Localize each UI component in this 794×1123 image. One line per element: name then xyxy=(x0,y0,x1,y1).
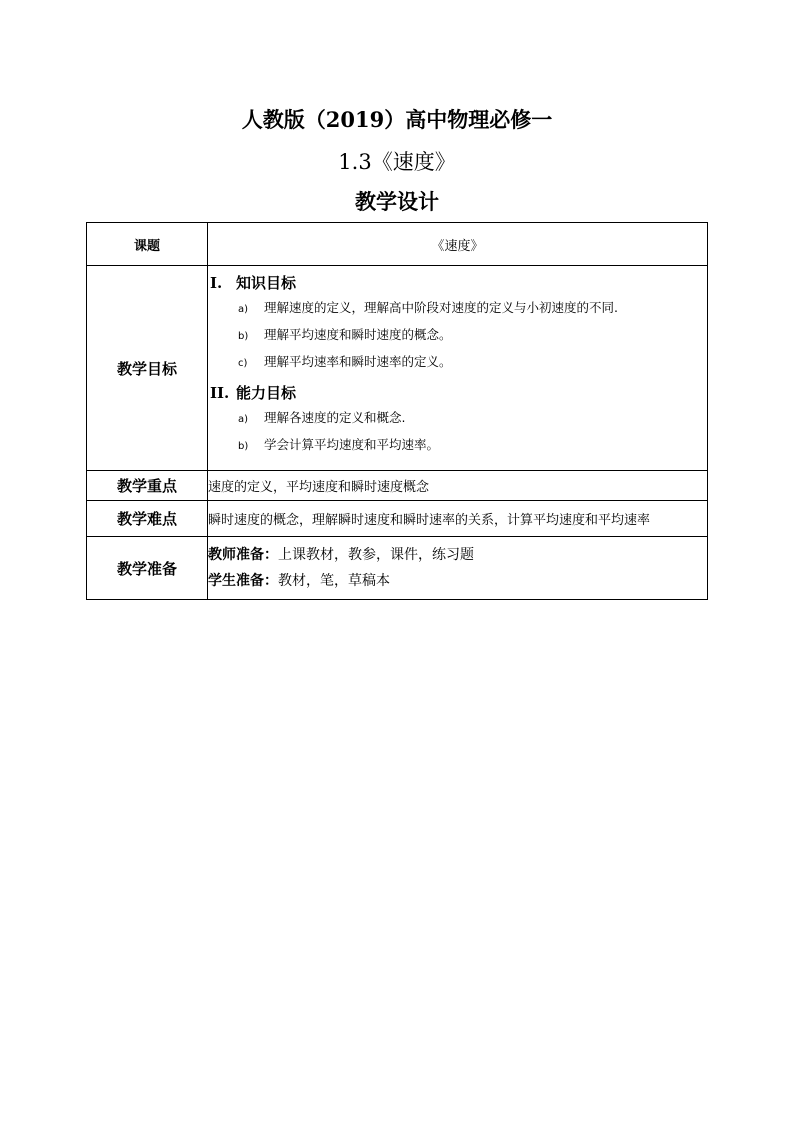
topic-value: 《速度》 xyxy=(208,223,708,266)
list-marker: b) xyxy=(238,441,249,452)
list-item xyxy=(238,325,707,347)
goal-list xyxy=(208,408,707,457)
key-points-label: 教学重点 xyxy=(87,471,208,501)
key-points-value: 速度的定义，平均速度和瞬时速度概念 xyxy=(208,471,708,501)
section-number: I. xyxy=(210,274,223,292)
section-title: 知识目标 xyxy=(236,274,297,292)
list-item-text: 理解速度的定义，理解高中阶段对速度的定义与小初速度的不同. xyxy=(264,300,618,315)
topic-label: 课题 xyxy=(87,223,208,266)
table-row-preparation xyxy=(87,537,708,600)
table-row-goals xyxy=(87,266,708,471)
list-item xyxy=(238,298,707,320)
list-item xyxy=(238,435,707,457)
teacher-preparation-label: 教师准备： xyxy=(208,547,278,563)
teacher-preparation-value: 上课教材，教参，课件，练习题 xyxy=(278,547,474,563)
table-row-difficulties xyxy=(87,501,708,537)
document-title: 人教版（2019）高中物理必修一 xyxy=(241,107,553,132)
list-marker: a) xyxy=(238,304,249,315)
goals-content xyxy=(208,266,708,471)
section-number: II. xyxy=(210,384,230,402)
difficulties-label: 教学难点 xyxy=(87,501,208,537)
list-item-text: 理解各速度的定义和概念. xyxy=(264,410,406,425)
list-item xyxy=(238,352,707,374)
goal-list xyxy=(208,298,707,374)
lesson-plan-table xyxy=(86,222,708,600)
list-item-text: 理解平均速率和瞬时速率的定义。 xyxy=(264,354,452,369)
list-item-text: 理解平均速度和瞬时速度的概念。 xyxy=(264,327,452,342)
list-marker: c) xyxy=(238,358,248,369)
goal-section-heading xyxy=(210,272,707,293)
student-preparation xyxy=(208,569,707,593)
document-subtitle: 教学设计 xyxy=(355,189,439,214)
table-row-key-points xyxy=(87,471,708,501)
table-row-topic xyxy=(87,223,708,266)
teacher-preparation xyxy=(208,543,707,567)
preparation-content xyxy=(208,537,708,600)
list-marker: a) xyxy=(238,414,249,425)
lesson-number-title: 1.3《速度》 xyxy=(338,150,456,174)
difficulties-value: 瞬时速度的概念，理解瞬时速度和瞬时速率的关系，计算平均速度和平均速率 xyxy=(208,501,708,537)
list-item xyxy=(238,408,707,430)
preparation-label: 教学准备 xyxy=(87,537,208,600)
list-item-text: 学会计算平均速度和平均速率。 xyxy=(264,437,440,452)
list-marker: b) xyxy=(238,331,249,342)
student-preparation-label: 学生准备： xyxy=(208,573,278,589)
goal-section-heading xyxy=(210,382,707,403)
student-preparation-value: 教材，笔，草稿本 xyxy=(278,573,390,589)
goals-label: 教学目标 xyxy=(87,266,208,471)
section-title: 能力目标 xyxy=(236,384,297,402)
